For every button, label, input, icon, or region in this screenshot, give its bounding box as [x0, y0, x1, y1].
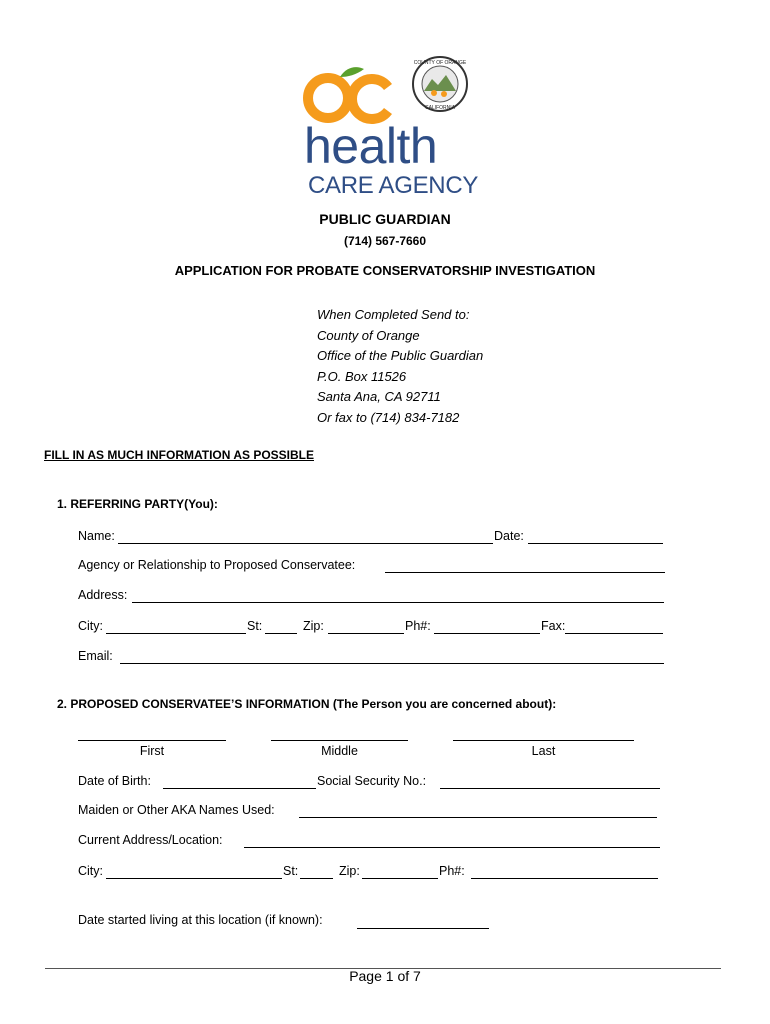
page-title: PUBLIC GUARDIAN	[319, 211, 451, 227]
referrer-fax-field[interactable]	[565, 633, 663, 634]
referrer-zip-label: Zip:	[303, 619, 324, 633]
dob-label: Date of Birth:	[78, 774, 151, 788]
referrer-date-field[interactable]	[528, 543, 663, 544]
svg-text:COUNTY OF ORANGE: COUNTY OF ORANGE	[413, 60, 467, 66]
conservatee-zip-label: Zip:	[339, 864, 360, 878]
section2-heading: 2. PROPOSED CONSERVATEE’S INFORMATION (The Person you are concerned about):	[57, 697, 557, 711]
conservatee-phone-field[interactable]	[471, 878, 658, 879]
referrer-fax-label: Fax:	[541, 619, 566, 633]
conservatee-middle-name-field[interactable]	[271, 740, 408, 741]
date-started-field[interactable]	[357, 928, 489, 929]
send-to-line: Or fax to (714) 834-7182	[317, 409, 460, 425]
conservatee-phone-label: Ph#:	[439, 864, 465, 878]
county-seal-icon	[411, 55, 469, 113]
referrer-date-label: Date:	[494, 529, 524, 543]
svg-text:CALIFORNIA: CALIFORNIA	[424, 105, 456, 111]
referrer-email-field[interactable]	[120, 663, 664, 664]
oc-health-care-agency-logo	[300, 55, 480, 205]
conservatee-zip-field[interactable]	[362, 878, 438, 879]
conservatee-state-field[interactable]	[300, 878, 333, 879]
referrer-agency-field[interactable]	[385, 572, 665, 573]
referrer-address-field[interactable]	[132, 602, 664, 603]
phone-number: (714) 567-7660	[343, 234, 427, 248]
conservatee-last-name-field[interactable]	[453, 740, 634, 741]
referrer-city-label: City:	[78, 619, 103, 633]
referrer-state-label: St:	[247, 619, 263, 633]
form-title: APPLICATION FOR PROBATE CONSERVATORSHIP INVESTIGATION	[174, 263, 596, 278]
referrer-name-label: Name:	[78, 529, 115, 543]
referrer-name-field[interactable]	[118, 543, 493, 544]
instructions: FILL IN AS MUCH INFORMATION AS POSSIBLE	[44, 448, 314, 462]
logo-care-agency-text: CARE AGENCY	[308, 172, 479, 199]
dob-field[interactable]	[163, 788, 316, 789]
last-name-caption: Last	[531, 744, 556, 758]
referrer-address-label: Address:	[78, 588, 128, 602]
conservatee-city-label: City:	[78, 864, 103, 878]
section1-heading: 1. REFERRING PARTY(You):	[57, 497, 218, 511]
send-to-line: When Completed Send to:	[317, 307, 470, 322]
send-to-line: P.O. Box 11526	[317, 368, 407, 384]
conservatee-city-field[interactable]	[106, 878, 282, 879]
ssn-label: Social Security No.:	[317, 774, 427, 788]
referrer-email-label: Email:	[78, 649, 113, 663]
oc-logo-mark	[300, 65, 400, 125]
aka-label: Maiden or Other AKA Names Used:	[78, 803, 275, 817]
ssn-field[interactable]	[440, 788, 660, 789]
current-address-label: Current Address/Location:	[78, 833, 223, 847]
send-to-line: County of Orange	[317, 327, 420, 343]
conservatee-state-label: St:	[283, 864, 299, 878]
referrer-state-field[interactable]	[265, 633, 297, 634]
send-to-line: Santa Ana, CA 92711	[317, 389, 441, 405]
conservatee-first-name-field[interactable]	[78, 740, 226, 741]
page-number: Page 1 of 7	[349, 968, 421, 984]
referrer-agency-label: Agency or Relationship to Proposed Conservatee:	[78, 558, 356, 572]
middle-name-caption: Middle	[321, 744, 358, 758]
send-to-line: Office of the Public Guardian	[317, 348, 484, 364]
date-started-label: Date started living at this location (if known):	[78, 913, 323, 927]
send-to-block	[317, 305, 483, 429]
referrer-zip-field[interactable]	[328, 633, 404, 634]
first-name-caption: First	[139, 744, 165, 758]
referrer-city-field[interactable]	[106, 633, 246, 634]
referrer-phone-field[interactable]	[434, 633, 540, 634]
referrer-phone-label: Ph#:	[405, 619, 431, 633]
logo-health-text: health	[304, 118, 438, 174]
current-address-field[interactable]	[244, 847, 660, 848]
aka-field[interactable]	[299, 817, 657, 818]
